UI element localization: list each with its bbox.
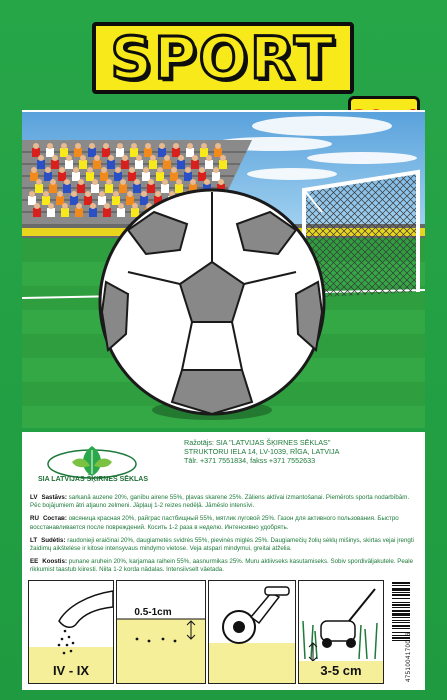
spectator-head bbox=[101, 167, 107, 173]
barcode-bar bbox=[392, 592, 410, 593]
spectator bbox=[35, 184, 43, 193]
spectator bbox=[158, 148, 166, 157]
title-band bbox=[22, 10, 425, 110]
lang-text: овсяница красная 20%, райграс пастбищный 55%, мятлик луговой 25%. Газон для активного пользования. Быстро восстанавливается после повреждений. Косить 1-2 раза в неделю. Интенсивно удобрять. bbox=[30, 515, 399, 531]
spectator-head bbox=[62, 203, 68, 209]
mowing-panel bbox=[298, 580, 384, 684]
spectator bbox=[163, 160, 171, 169]
spectator bbox=[74, 148, 82, 157]
soccer-ball bbox=[100, 190, 324, 414]
spectator-head bbox=[57, 191, 63, 197]
barcode-bar bbox=[392, 607, 410, 608]
spectator-head bbox=[48, 203, 54, 209]
spectator-head bbox=[187, 143, 193, 149]
spectator-head bbox=[131, 143, 137, 149]
spectator-head bbox=[89, 143, 95, 149]
spectator bbox=[186, 148, 194, 157]
spectator-head bbox=[33, 143, 39, 149]
spectator-head bbox=[66, 155, 72, 161]
spectator bbox=[114, 172, 122, 181]
spectator-head bbox=[199, 167, 205, 173]
barcode-bar bbox=[392, 620, 410, 621]
spectator-head bbox=[117, 143, 123, 149]
lang-text: punane aruhein 20%, karjamaa raihein 55%, aasnurmikas 25%. Muru aktiivseks kasutamiseks. Sobiv spordiväljakutele. Peale rikkumist taastub kiiresti. Niita 1-2 korda nädalas. Intensiivselt väetada. bbox=[30, 558, 414, 574]
spectator-head bbox=[115, 167, 121, 173]
lang-row-ee bbox=[30, 558, 420, 574]
spectator-head bbox=[192, 155, 198, 161]
spectator-head bbox=[127, 191, 133, 197]
spectator bbox=[135, 160, 143, 169]
spectator bbox=[84, 196, 92, 205]
lang-heading: Состав: bbox=[42, 515, 67, 523]
spectator-head bbox=[64, 179, 70, 185]
spectator bbox=[147, 184, 155, 193]
spectator bbox=[200, 148, 208, 157]
spectator-head bbox=[118, 203, 124, 209]
manufacturer-address: STRUKTORU IELA 14, LV-1039, RĪGA, LATVIJA bbox=[184, 447, 340, 456]
spectator bbox=[172, 148, 180, 157]
composition-texts bbox=[30, 494, 420, 580]
spectator-head bbox=[206, 155, 212, 161]
spectator-head bbox=[159, 143, 165, 149]
barcode-bar bbox=[392, 585, 410, 586]
spectator bbox=[32, 148, 40, 157]
lang-code: EE bbox=[30, 558, 39, 566]
lang-text: sarkanā auzene 20%, ganību airene 55%, pļavas skarene 25%. Zāliens aktīvai izmantošanai. Piemērots sporta nodarbībām. Pēc bojājumiem ātri atjauno zelmeni. Jāpļauj 1-2 reizes nedēļā. Jāmēslo intensīvi. bbox=[30, 494, 410, 510]
spectator-head bbox=[85, 191, 91, 197]
spectator-head bbox=[75, 143, 81, 149]
spectator-head bbox=[108, 155, 114, 161]
spectator-head bbox=[176, 179, 182, 185]
info-panel bbox=[22, 432, 425, 690]
spectator-head bbox=[155, 191, 161, 197]
spectator-head bbox=[87, 167, 93, 173]
spectator-head bbox=[31, 167, 37, 173]
spectator bbox=[161, 184, 169, 193]
spectator bbox=[89, 208, 97, 217]
spectator bbox=[49, 184, 57, 193]
barcode-bar bbox=[392, 598, 410, 599]
lang-heading: Koostis: bbox=[42, 558, 68, 566]
seed-depth-icon bbox=[117, 581, 206, 684]
spectator-head bbox=[171, 167, 177, 173]
spectator bbox=[51, 160, 59, 169]
spectator bbox=[184, 172, 192, 181]
spectator bbox=[93, 160, 101, 169]
spectator bbox=[98, 196, 106, 205]
spectator-head bbox=[120, 179, 126, 185]
lang-heading: Sudėtis: bbox=[41, 536, 66, 544]
barcode-bar bbox=[392, 613, 410, 616]
spectator bbox=[121, 160, 129, 169]
lang-code: LT bbox=[30, 536, 38, 544]
spectator-head bbox=[73, 167, 79, 173]
spectator bbox=[119, 184, 127, 193]
spectator bbox=[60, 148, 68, 157]
spectator-head bbox=[61, 143, 67, 149]
lang-row-lt bbox=[30, 537, 420, 553]
barcode-bar bbox=[392, 610, 410, 612]
spectator-head bbox=[143, 167, 149, 173]
seed-depth-label: 0.5-1cm bbox=[134, 607, 172, 618]
barcode-bar bbox=[392, 617, 410, 618]
spectator-head bbox=[90, 203, 96, 209]
spectator bbox=[58, 172, 66, 181]
spectator-head bbox=[45, 167, 51, 173]
spectator bbox=[156, 172, 164, 181]
spectator-head bbox=[148, 179, 154, 185]
spectator bbox=[65, 160, 73, 169]
roller-icon bbox=[209, 581, 296, 684]
spectator bbox=[214, 148, 222, 157]
barcode-bar bbox=[392, 588, 410, 591]
spectator-head bbox=[150, 155, 156, 161]
spectator-head bbox=[36, 179, 42, 185]
spectator-head bbox=[94, 155, 100, 161]
spectator-head bbox=[204, 179, 210, 185]
spectator bbox=[170, 172, 178, 181]
spectator bbox=[133, 184, 141, 193]
spectator-head bbox=[122, 155, 128, 161]
spectator-head bbox=[173, 143, 179, 149]
barcode-bar bbox=[392, 604, 410, 606]
barcode-bar bbox=[392, 625, 410, 627]
spectator bbox=[205, 160, 213, 169]
spectator-head bbox=[78, 179, 84, 185]
spectator-head bbox=[134, 179, 140, 185]
spectator-head bbox=[178, 155, 184, 161]
spectator bbox=[128, 172, 136, 181]
barcode-bar bbox=[392, 594, 410, 596]
sowing-panel bbox=[28, 580, 114, 684]
spectator-head bbox=[132, 203, 138, 209]
barcode-bar bbox=[392, 628, 410, 629]
seed-depth-panel bbox=[116, 580, 206, 684]
spectator bbox=[144, 148, 152, 157]
spectator-head bbox=[103, 143, 109, 149]
spectator bbox=[191, 160, 199, 169]
spectator-head bbox=[59, 167, 65, 173]
spectator-head bbox=[34, 203, 40, 209]
spectator-head bbox=[106, 179, 112, 185]
spectator-head bbox=[185, 167, 191, 173]
spectator bbox=[175, 184, 183, 193]
product-title: SPORT bbox=[110, 24, 336, 92]
lang-heading: Sastāvs: bbox=[41, 494, 67, 501]
spectator bbox=[77, 184, 85, 193]
spectator-head bbox=[190, 179, 196, 185]
spectator bbox=[112, 196, 120, 205]
barcode-bar bbox=[392, 602, 410, 603]
spectator bbox=[61, 208, 69, 217]
spectator-head bbox=[157, 167, 163, 173]
spectator bbox=[91, 184, 99, 193]
spectator-head bbox=[38, 155, 44, 161]
mowing-height-label: 3-5 cm bbox=[320, 663, 362, 678]
spectator-head bbox=[162, 179, 168, 185]
manufacturer-phone: Tālr. +371 7551834, fakss +371 7552633 bbox=[184, 456, 316, 465]
spectator-head bbox=[145, 143, 151, 149]
spectator-head bbox=[47, 143, 53, 149]
spectator bbox=[63, 184, 71, 193]
barcode bbox=[390, 580, 420, 684]
spectator bbox=[149, 160, 157, 169]
spectator-head bbox=[52, 155, 58, 161]
spectator bbox=[131, 208, 139, 217]
spectator bbox=[86, 172, 94, 181]
lang-code: LV bbox=[30, 494, 38, 501]
lang-row-lv bbox=[30, 494, 420, 510]
spectator bbox=[37, 160, 45, 169]
spectator-head bbox=[220, 155, 226, 161]
stadium-illustration bbox=[22, 110, 425, 428]
spectator bbox=[72, 172, 80, 181]
manufacturer-info bbox=[184, 438, 419, 465]
lang-row-ru bbox=[30, 515, 420, 531]
spectator-head bbox=[141, 191, 147, 197]
spectator bbox=[28, 196, 36, 205]
lang-text: raudonieji eraičinai 20%, daugiametės svidrės 55%, pievinės miglės 25%. Daugiamečių žolių sėklų mišinys, skirtas vejai įrengti žaidimų aikštelėse ir kitose intensyvaus mindymo vietose. Veja atspari mindymui, greitai atželia. bbox=[30, 536, 414, 553]
spectator bbox=[56, 196, 64, 205]
spectator-head bbox=[104, 203, 110, 209]
instruction-icons bbox=[28, 580, 384, 684]
barcode-number: 4751004170016 bbox=[406, 632, 412, 682]
spectator bbox=[140, 196, 148, 205]
spectator-head bbox=[129, 167, 135, 173]
spectator bbox=[102, 148, 110, 157]
spectator-head bbox=[43, 191, 49, 197]
spectator-head bbox=[164, 155, 170, 161]
spectator bbox=[44, 172, 52, 181]
spectator bbox=[177, 160, 185, 169]
spectator bbox=[46, 148, 54, 157]
spectator bbox=[79, 160, 87, 169]
spectator-head bbox=[29, 191, 35, 197]
spectator bbox=[103, 208, 111, 217]
spectator bbox=[75, 208, 83, 217]
spectator bbox=[142, 172, 150, 181]
barcode-bar bbox=[392, 622, 410, 623]
spectator bbox=[30, 172, 38, 181]
roller-panel bbox=[208, 580, 296, 684]
brand-name: SIA LATVIJAS ŠĶIRNES SĒKLAS bbox=[37, 476, 149, 483]
spectator bbox=[116, 148, 124, 157]
spectator bbox=[107, 160, 115, 169]
spectator-head bbox=[76, 203, 82, 209]
spectator bbox=[47, 208, 55, 217]
spectator bbox=[42, 196, 50, 205]
barcode-bar bbox=[392, 582, 410, 584]
spectator bbox=[219, 160, 227, 169]
spectator bbox=[130, 148, 138, 157]
spectator-head bbox=[80, 155, 86, 161]
spectator bbox=[33, 208, 41, 217]
spectator bbox=[126, 196, 134, 205]
spectator bbox=[105, 184, 113, 193]
spectator-head bbox=[113, 191, 119, 197]
spectator-head bbox=[201, 143, 207, 149]
lang-code: RU bbox=[30, 515, 39, 523]
spectator bbox=[117, 208, 125, 217]
spectator bbox=[88, 148, 96, 157]
spectator-head bbox=[71, 191, 77, 197]
spectator-head bbox=[218, 179, 224, 185]
spectator bbox=[70, 196, 78, 205]
spectator-head bbox=[99, 191, 105, 197]
spectator bbox=[100, 172, 108, 181]
sowing-period-label: IV - IX bbox=[52, 663, 90, 678]
spectator-head bbox=[136, 155, 142, 161]
spectator-head bbox=[215, 143, 221, 149]
spectator-head bbox=[92, 179, 98, 185]
spectator-head bbox=[50, 179, 56, 185]
spectator bbox=[198, 172, 206, 181]
stadium-scene-svg bbox=[22, 112, 425, 428]
spectator-head bbox=[213, 167, 219, 173]
spectator bbox=[212, 172, 220, 181]
manufacturer-line: Ražotājs: SIA "LATVIJAS ŠĶIRNES SĒKLAS" bbox=[184, 438, 331, 447]
